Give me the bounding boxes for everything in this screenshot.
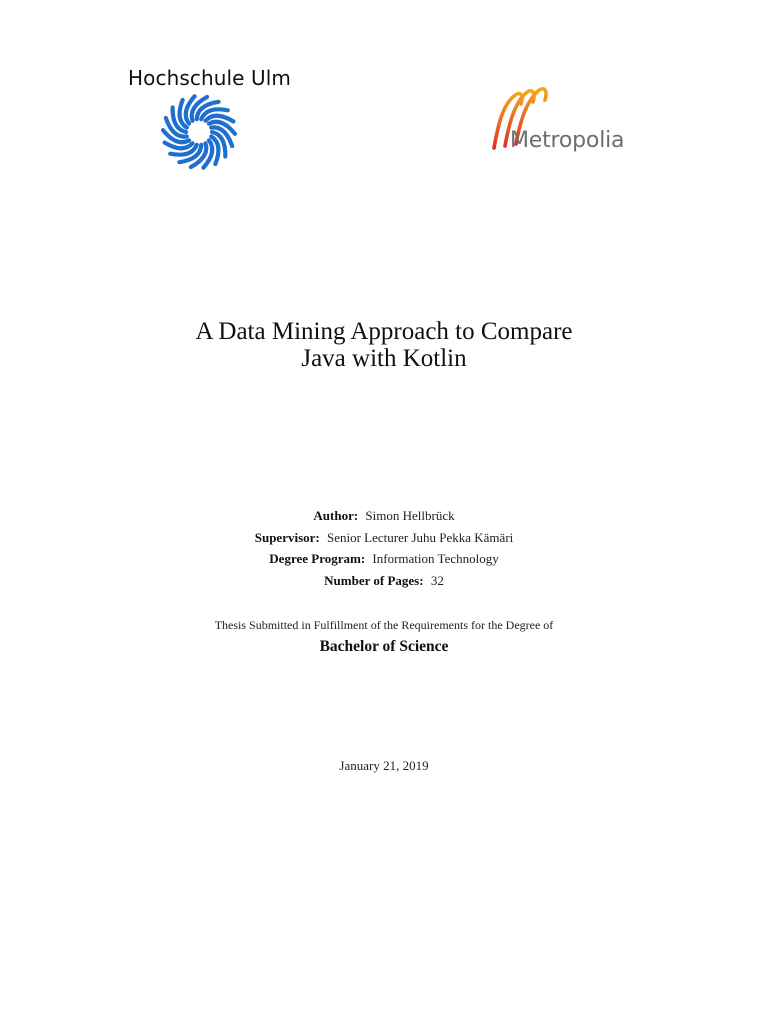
hochschule-ulm-logo [128,66,292,178]
degree-program-label: Degree Program: [269,551,366,567]
spiral-sun-icon [161,94,237,170]
metropolia-logo [488,82,648,162]
thesis-title [84,318,684,372]
author-label: Author: [313,508,359,523]
degree-program-value: Information Technology [372,551,499,567]
page-count-row [84,570,684,592]
supervisor-label: Supervisor: [254,529,320,545]
title-line-1: A Data Mining Approach to Compare [195,318,573,345]
author-value: Simon Hellbrück [365,508,455,523]
title-line-2: Java with Kotlin [301,345,467,372]
page-count-label: Number of Pages: [324,573,424,589]
supervisor-row [84,527,684,549]
degree-program-row [84,548,684,570]
supervisor-value: Senior Lecturer Juhu Pekka Kämäri [326,529,514,545]
metropolia-name: Metropolia [510,128,625,153]
thesis-metadata [84,505,684,592]
submission-date: January 21, 2019 [339,758,429,773]
page-count-value: 32 [430,573,444,589]
submission-statement: Thesis Submitted in Fulfillment of the Requirements for the Degree of [214,618,554,632]
hochschule-ulm-name: Hochschule Ulm [128,66,292,90]
author-row [84,505,684,527]
degree-name: Bachelor of Science [319,638,449,655]
